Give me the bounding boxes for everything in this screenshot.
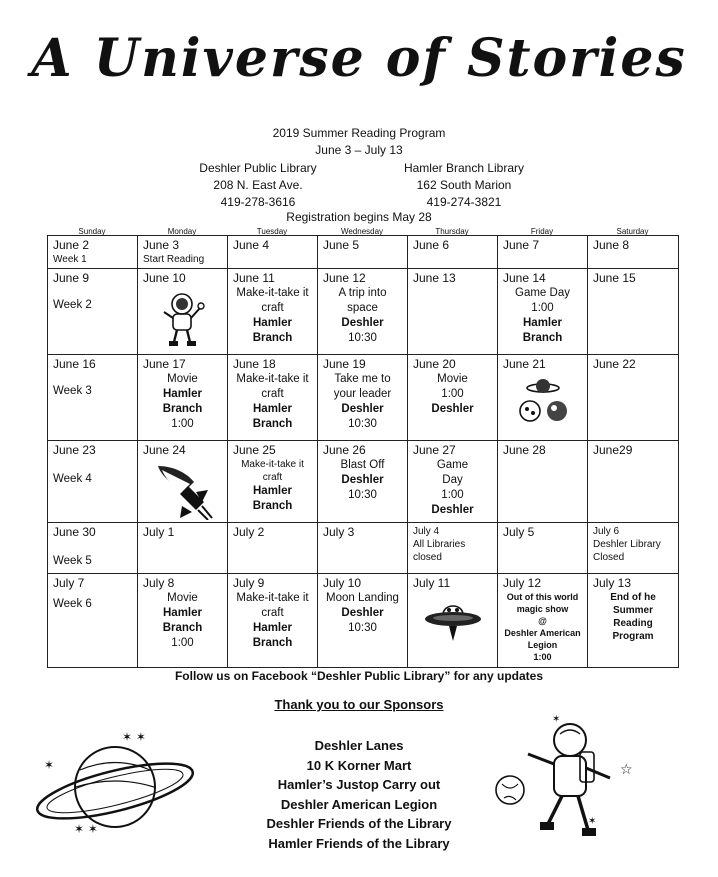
cell-date: June 12 — [323, 271, 366, 285]
event-location: Legion — [527, 640, 558, 650]
event-text: craft — [261, 302, 284, 314]
event-text: Closed — [593, 552, 625, 563]
rocket-icon — [152, 462, 214, 520]
cell-date: June 18 — [233, 357, 276, 371]
page-title: A Universe of Stories — [31, 28, 687, 89]
calendar-cell — [318, 269, 408, 355]
event-location: Branch — [252, 418, 293, 430]
hamler-library-address: 162 South Marion — [416, 178, 512, 192]
event-text: A trip into — [338, 287, 387, 299]
calendar-cell — [228, 236, 318, 269]
cell-date: June 16 — [53, 357, 96, 371]
svg-text:✶: ✶ — [552, 714, 561, 725]
event-location: Hamler — [253, 317, 292, 329]
cell-date: June 30 — [53, 525, 96, 539]
sponsor-item: Hamler Friends of the Library — [268, 835, 450, 851]
event-location: Deshler — [341, 403, 384, 415]
week-label: Week 3 — [53, 385, 92, 397]
cell-date: June 20 — [413, 357, 456, 371]
cell-date: July 9 — [233, 576, 265, 590]
cell-date: July 8 — [143, 576, 175, 590]
day-header-monday: Monday — [167, 227, 197, 236]
cell-date: July 4 — [413, 526, 440, 537]
floating-astronaut-icon — [492, 712, 642, 852]
calendar-cell — [588, 574, 679, 668]
event-location: Branch — [252, 637, 293, 649]
calendar-cell — [138, 236, 228, 269]
calendar-cell — [318, 441, 408, 523]
calendar-cell — [408, 523, 498, 574]
event-location: Deshler — [341, 317, 384, 329]
event-text: craft — [261, 388, 284, 400]
day-header-sunday: Sunday — [78, 227, 106, 236]
program-name: 2019 Summer Reading Program — [272, 126, 446, 140]
event-text: craft — [262, 472, 283, 483]
event-text: Make-it-take it — [236, 373, 309, 385]
cell-date: July 13 — [593, 576, 632, 590]
event-text: Make-it-take it — [236, 287, 309, 299]
event-time: 10:30 — [348, 418, 377, 430]
cell-date: July 1 — [143, 525, 175, 539]
cell-date: June 3 — [143, 238, 180, 252]
calendar-cell — [588, 441, 679, 523]
cell-date: June 15 — [593, 271, 636, 285]
sponsor-item: Deshler Lanes — [314, 738, 404, 753]
week-label: Week 2 — [53, 299, 92, 311]
cell-date: June 28 — [503, 443, 546, 457]
calendar-cell — [48, 523, 138, 574]
event-text: Summer — [612, 605, 653, 616]
event-location: Hamler — [163, 607, 202, 619]
registration-note: Registration begins May 28 — [286, 210, 432, 224]
svg-text:☆: ☆ — [620, 762, 633, 778]
calendar-cell — [498, 441, 588, 523]
cell-date: June 22 — [593, 357, 636, 371]
sponsors-heading: Thank you to our Sponsors — [274, 697, 444, 712]
event-location: Branch — [162, 403, 203, 415]
week-label: Week 4 — [53, 473, 92, 485]
cell-date: July 10 — [323, 576, 362, 590]
calendar-cell — [588, 269, 679, 355]
program-dates: June 3 – July 13 — [315, 143, 403, 157]
calendar-cell — [588, 523, 679, 574]
calendar-cell — [48, 441, 138, 523]
calendar-cell — [498, 236, 588, 269]
ufo-icon — [423, 595, 483, 645]
event-time: 10:30 — [348, 622, 377, 634]
event-location: Hamler — [253, 403, 292, 415]
deshler-library-info — [148, 160, 368, 211]
cell-date: June 5 — [323, 238, 360, 252]
calendar-cell — [138, 523, 228, 574]
calendar-cell — [228, 355, 318, 441]
day-header-friday: Friday — [530, 227, 554, 236]
cell-date: July 12 — [503, 576, 542, 590]
cell-date: June 24 — [143, 443, 186, 457]
event-location: Branch — [162, 622, 203, 634]
event-text: Movie — [167, 373, 198, 385]
calendar-cell — [318, 236, 408, 269]
cell-date: July 3 — [323, 525, 355, 539]
calendar-cell — [48, 574, 138, 668]
event-location: Hamler — [253, 622, 292, 634]
sponsor-item: Deshler Friends of the Library — [266, 816, 452, 832]
cell-date: June 2 — [53, 238, 90, 252]
hamler-library-name: Hamler Branch Library — [403, 161, 525, 175]
event-text: Game Day — [515, 287, 570, 299]
calendar-cell — [48, 236, 138, 269]
calendar-cell — [138, 355, 228, 441]
event-location: Branch — [252, 500, 293, 512]
event-time: 1:00 — [171, 637, 194, 649]
calendar-cell — [588, 355, 679, 441]
event-location: Hamler — [253, 485, 292, 497]
event-time: 1:00 — [533, 652, 552, 662]
calendar-cell — [318, 355, 408, 441]
cell-date: June 19 — [323, 357, 366, 371]
calendar-cell — [318, 574, 408, 668]
event-text: Day — [442, 474, 463, 486]
calendar-week-row — [48, 236, 679, 269]
event-location: Branch — [522, 332, 563, 344]
event-time: 10:30 — [348, 332, 377, 344]
event-text: Blast Off — [340, 459, 385, 471]
svg-text:✶ ✶: ✶ ✶ — [122, 730, 146, 744]
deshler-library-phone: 419-278-3616 — [220, 195, 296, 209]
calendar-cell — [498, 523, 588, 574]
event-text: Game — [436, 459, 469, 471]
cell-date: June 21 — [503, 357, 546, 371]
cell-date: July 11 — [413, 576, 451, 590]
cell-date: June29 — [593, 443, 633, 457]
calendar-cell — [228, 269, 318, 355]
event-text: End of he — [610, 592, 656, 603]
calendar-cell — [408, 269, 498, 355]
week-label: Week 6 — [53, 598, 92, 610]
calendar-cell — [588, 236, 679, 269]
sponsor-item: Hamler’s Justop Carry out — [277, 777, 441, 793]
cell-date: June 17 — [143, 357, 186, 371]
event-time: 1:00 — [441, 489, 464, 501]
cell-date: June 9 — [53, 271, 90, 285]
calendar-cell — [228, 574, 318, 668]
event-text: @ — [538, 616, 547, 626]
event-text: Reading — [613, 618, 653, 629]
cell-date: June 14 — [503, 271, 546, 285]
event-text: Make-it-take it — [241, 459, 304, 470]
cell-date: June 27 — [413, 443, 456, 457]
event-text: Out of this world — [506, 592, 579, 602]
event-location: Deshler — [431, 403, 474, 415]
calendar-cell — [408, 441, 498, 523]
calendar-cell — [498, 574, 588, 668]
calendar-cell — [228, 441, 318, 523]
cell-date: June 10 — [143, 271, 186, 285]
event-text: Take me to — [334, 373, 391, 385]
week-label: Week 1 — [53, 254, 87, 265]
sponsor-item: Deshler American Legion — [280, 796, 438, 812]
cell-date: June 26 — [323, 443, 366, 457]
cell-date: July 6 — [593, 526, 620, 537]
day-header-saturday: Saturday — [616, 227, 649, 236]
planets-icon — [515, 376, 571, 424]
event-time: 10:30 — [348, 489, 377, 501]
calendar-cell — [138, 269, 228, 355]
day-header-thursday: Thursday — [435, 227, 469, 236]
event-text: your leader — [333, 388, 392, 400]
hamler-library-info — [354, 160, 574, 211]
event-location: Hamler — [523, 317, 562, 329]
event-location: Branch — [252, 332, 293, 344]
event-time: 1:00 — [441, 388, 464, 400]
event-text: closed — [413, 552, 442, 563]
svg-text:✶: ✶ — [44, 758, 55, 772]
event-text: Deshler Library — [593, 539, 661, 550]
event-text: magic show — [516, 604, 569, 614]
event-text: Make-it-take it — [236, 592, 309, 604]
calendar-cell — [48, 355, 138, 441]
calendar-week-row — [48, 355, 679, 441]
saturn-icon — [30, 725, 200, 840]
calendar-cell — [408, 574, 498, 668]
deshler-library-name: Deshler Public Library — [199, 161, 317, 175]
sponsor-item: 10 K Korner Mart — [306, 757, 412, 773]
svg-text:✶ ✶: ✶ ✶ — [74, 822, 98, 836]
cell-date: July 5 — [503, 525, 535, 539]
calendar-grid — [47, 235, 679, 668]
calendar-cell — [318, 523, 408, 574]
cell-date: June 4 — [233, 238, 270, 252]
event-text: craft — [261, 607, 284, 619]
calendar-cell — [138, 574, 228, 668]
cell-date: June 13 — [413, 271, 456, 285]
calendar-week-row — [48, 574, 679, 668]
calendar-cell — [408, 355, 498, 441]
event-text: Start Reading — [143, 254, 205, 265]
event-location: Deshler — [341, 607, 384, 619]
event-text: Movie — [167, 592, 198, 604]
calendar-week-row — [48, 441, 679, 523]
cell-date: June 11 — [233, 271, 275, 285]
deshler-library-address: 208 N. East Ave. — [213, 178, 303, 192]
cell-date: June 6 — [413, 238, 450, 252]
cell-date: June 8 — [593, 238, 630, 252]
event-location: Deshler — [341, 474, 384, 486]
day-header-tuesday: Tuesday — [256, 227, 288, 236]
event-text: Moon Landing — [326, 592, 399, 604]
event-time: 1:00 — [171, 418, 194, 430]
calendar-cell — [408, 236, 498, 269]
calendar-week-row — [48, 269, 679, 355]
cell-date: June 25 — [233, 443, 276, 457]
event-location: Deshler American — [504, 628, 581, 638]
event-text: Movie — [437, 373, 468, 385]
event-location: Deshler — [431, 504, 474, 516]
event-text: space — [347, 302, 378, 314]
calendar-cell — [498, 355, 588, 441]
event-location: Hamler — [163, 388, 202, 400]
calendar-cell — [228, 523, 318, 574]
svg-text:✶: ✶ — [588, 816, 597, 827]
astronaut-icon — [158, 290, 208, 348]
event-text: Program — [612, 631, 654, 642]
cell-date: July 2 — [233, 525, 265, 539]
facebook-follow-note: Follow us on Facebook “Deshler Public Library” for any updates — [174, 669, 544, 683]
event-text: All Libraries — [413, 539, 466, 550]
calendar-week-row — [48, 523, 679, 574]
cell-date: June 23 — [53, 443, 96, 457]
calendar-cell — [498, 269, 588, 355]
day-header-wednesday: Wednesday — [340, 227, 384, 236]
event-time: 1:00 — [531, 302, 554, 314]
cell-date: July 7 — [53, 576, 85, 590]
week-label: Week 5 — [53, 555, 92, 567]
calendar-cell — [48, 269, 138, 355]
calendar-cell — [138, 441, 228, 523]
cell-date: June 7 — [503, 238, 540, 252]
hamler-library-phone: 419-274-3821 — [426, 195, 502, 209]
